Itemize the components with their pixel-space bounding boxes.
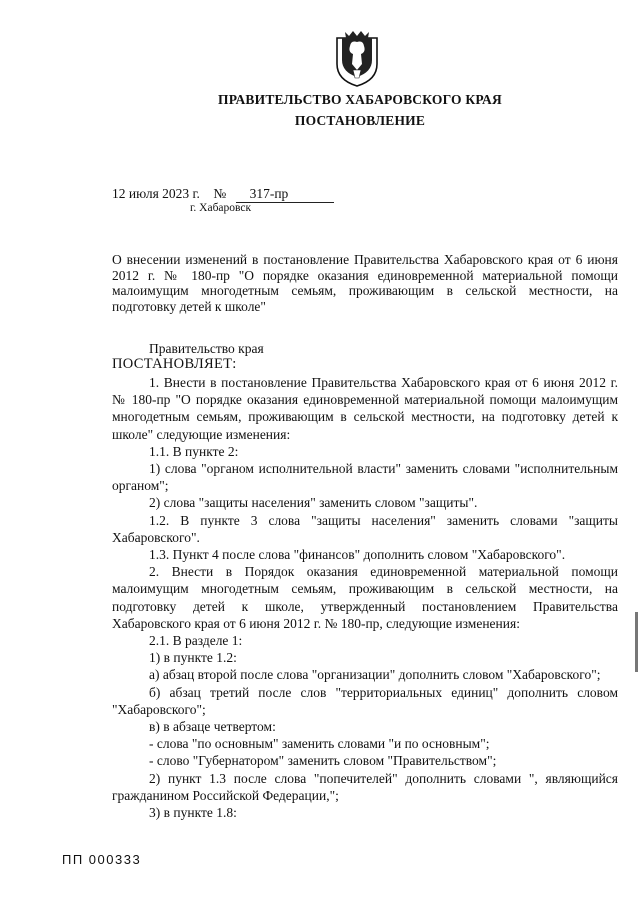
document-number: 317-пр: [236, 186, 334, 203]
document-body: [112, 374, 618, 821]
city-label: г. Хабаровск: [190, 202, 252, 214]
paragraph: - слово "Губернатором" заменить словом "Правительством";: [149, 753, 497, 769]
org-name-heading: ПРАВИТЕЛЬСТВО ХАБАРОВСКОГО КРАЯ: [218, 92, 502, 107]
preamble-subject: Правительство края: [149, 341, 264, 356]
paragraph: 1. Внести в постановление Правительства Хабаровского края от 6 июня 2012 г. № 180-пр "О порядке оказания единовременной материальной помощи малоимущим многодетным семьям, проживающим в сельской местности, на подготовку детей к школе" следующие изменения:: [112, 375, 618, 442]
document-date: 12 июля 2023 г.: [112, 186, 200, 201]
paragraph: - слова "по основным" заменить словами "и по основным";: [149, 736, 490, 752]
number-label: №: [213, 186, 227, 201]
paragraph: б) абзац третий после слов "территориальных единиц" дополнить словом "Хабаровского";: [112, 684, 618, 717]
paragraph: 2) слова "защиты населения" заменить словом "защиты".: [149, 495, 478, 511]
paragraph: 1.2. В пункте 3 слова "защиты населения" заменить словами "защиты Хабаровского".: [112, 512, 618, 545]
paragraph: в) в абзаце четвертом:: [149, 719, 276, 735]
doc-type-heading: ПОСТАНОВЛЕНИЕ: [294, 113, 426, 128]
preamble-resolves: ПОСТАНОВЛЯЕТ:: [112, 356, 237, 372]
paragraph: 1) слова "органом исполнительной власти" заменить словами "исполнительным органом";: [112, 461, 618, 494]
paragraph: 2.1. В разделе 1:: [149, 633, 243, 649]
paragraph: 2. Внести в Порядок оказания единовременной материальной помощи малоимущим многодетным семьям, проживающим в сельской местности, на подготовку детей к школе, утвержденный постановлением Правительства Хабаровского края от 6 июня 2012 г. № 180-пр, следующие изменения:: [112, 564, 618, 631]
coat-of-arms-emblem: [333, 30, 381, 88]
date-number-line: [112, 186, 334, 203]
paragraph: 3) в пункте 1.8:: [149, 805, 237, 821]
scan-edge-mark: [635, 612, 638, 672]
paragraph: 1.3. Пункт 4 после слова "финансов" дополнить словом "Хабаровского".: [149, 547, 566, 563]
paragraph: а) абзац второй после слова "организации" дополнить словом "Хабаровского";: [149, 667, 601, 683]
paragraph: 1.1. В пункте 2:: [149, 443, 239, 459]
paragraph: 2) пункт 1.3 после слова "попечителей" дополнить словами ", являющийся гражданином Российской Федерации,";: [112, 770, 618, 803]
document-title: О внесении изменений в постановление Правительства Хабаровского края от 6 июня 2012 г. № 180-пр "О порядке оказания единовременной материальной помощи малоимущим многодетным семьям, проживающим в сельской местности, на подготовку детей к школе": [112, 252, 618, 314]
paragraph: 1) в пункте 1.2:: [149, 650, 237, 666]
form-serial-number: ПП 000333: [62, 852, 142, 867]
